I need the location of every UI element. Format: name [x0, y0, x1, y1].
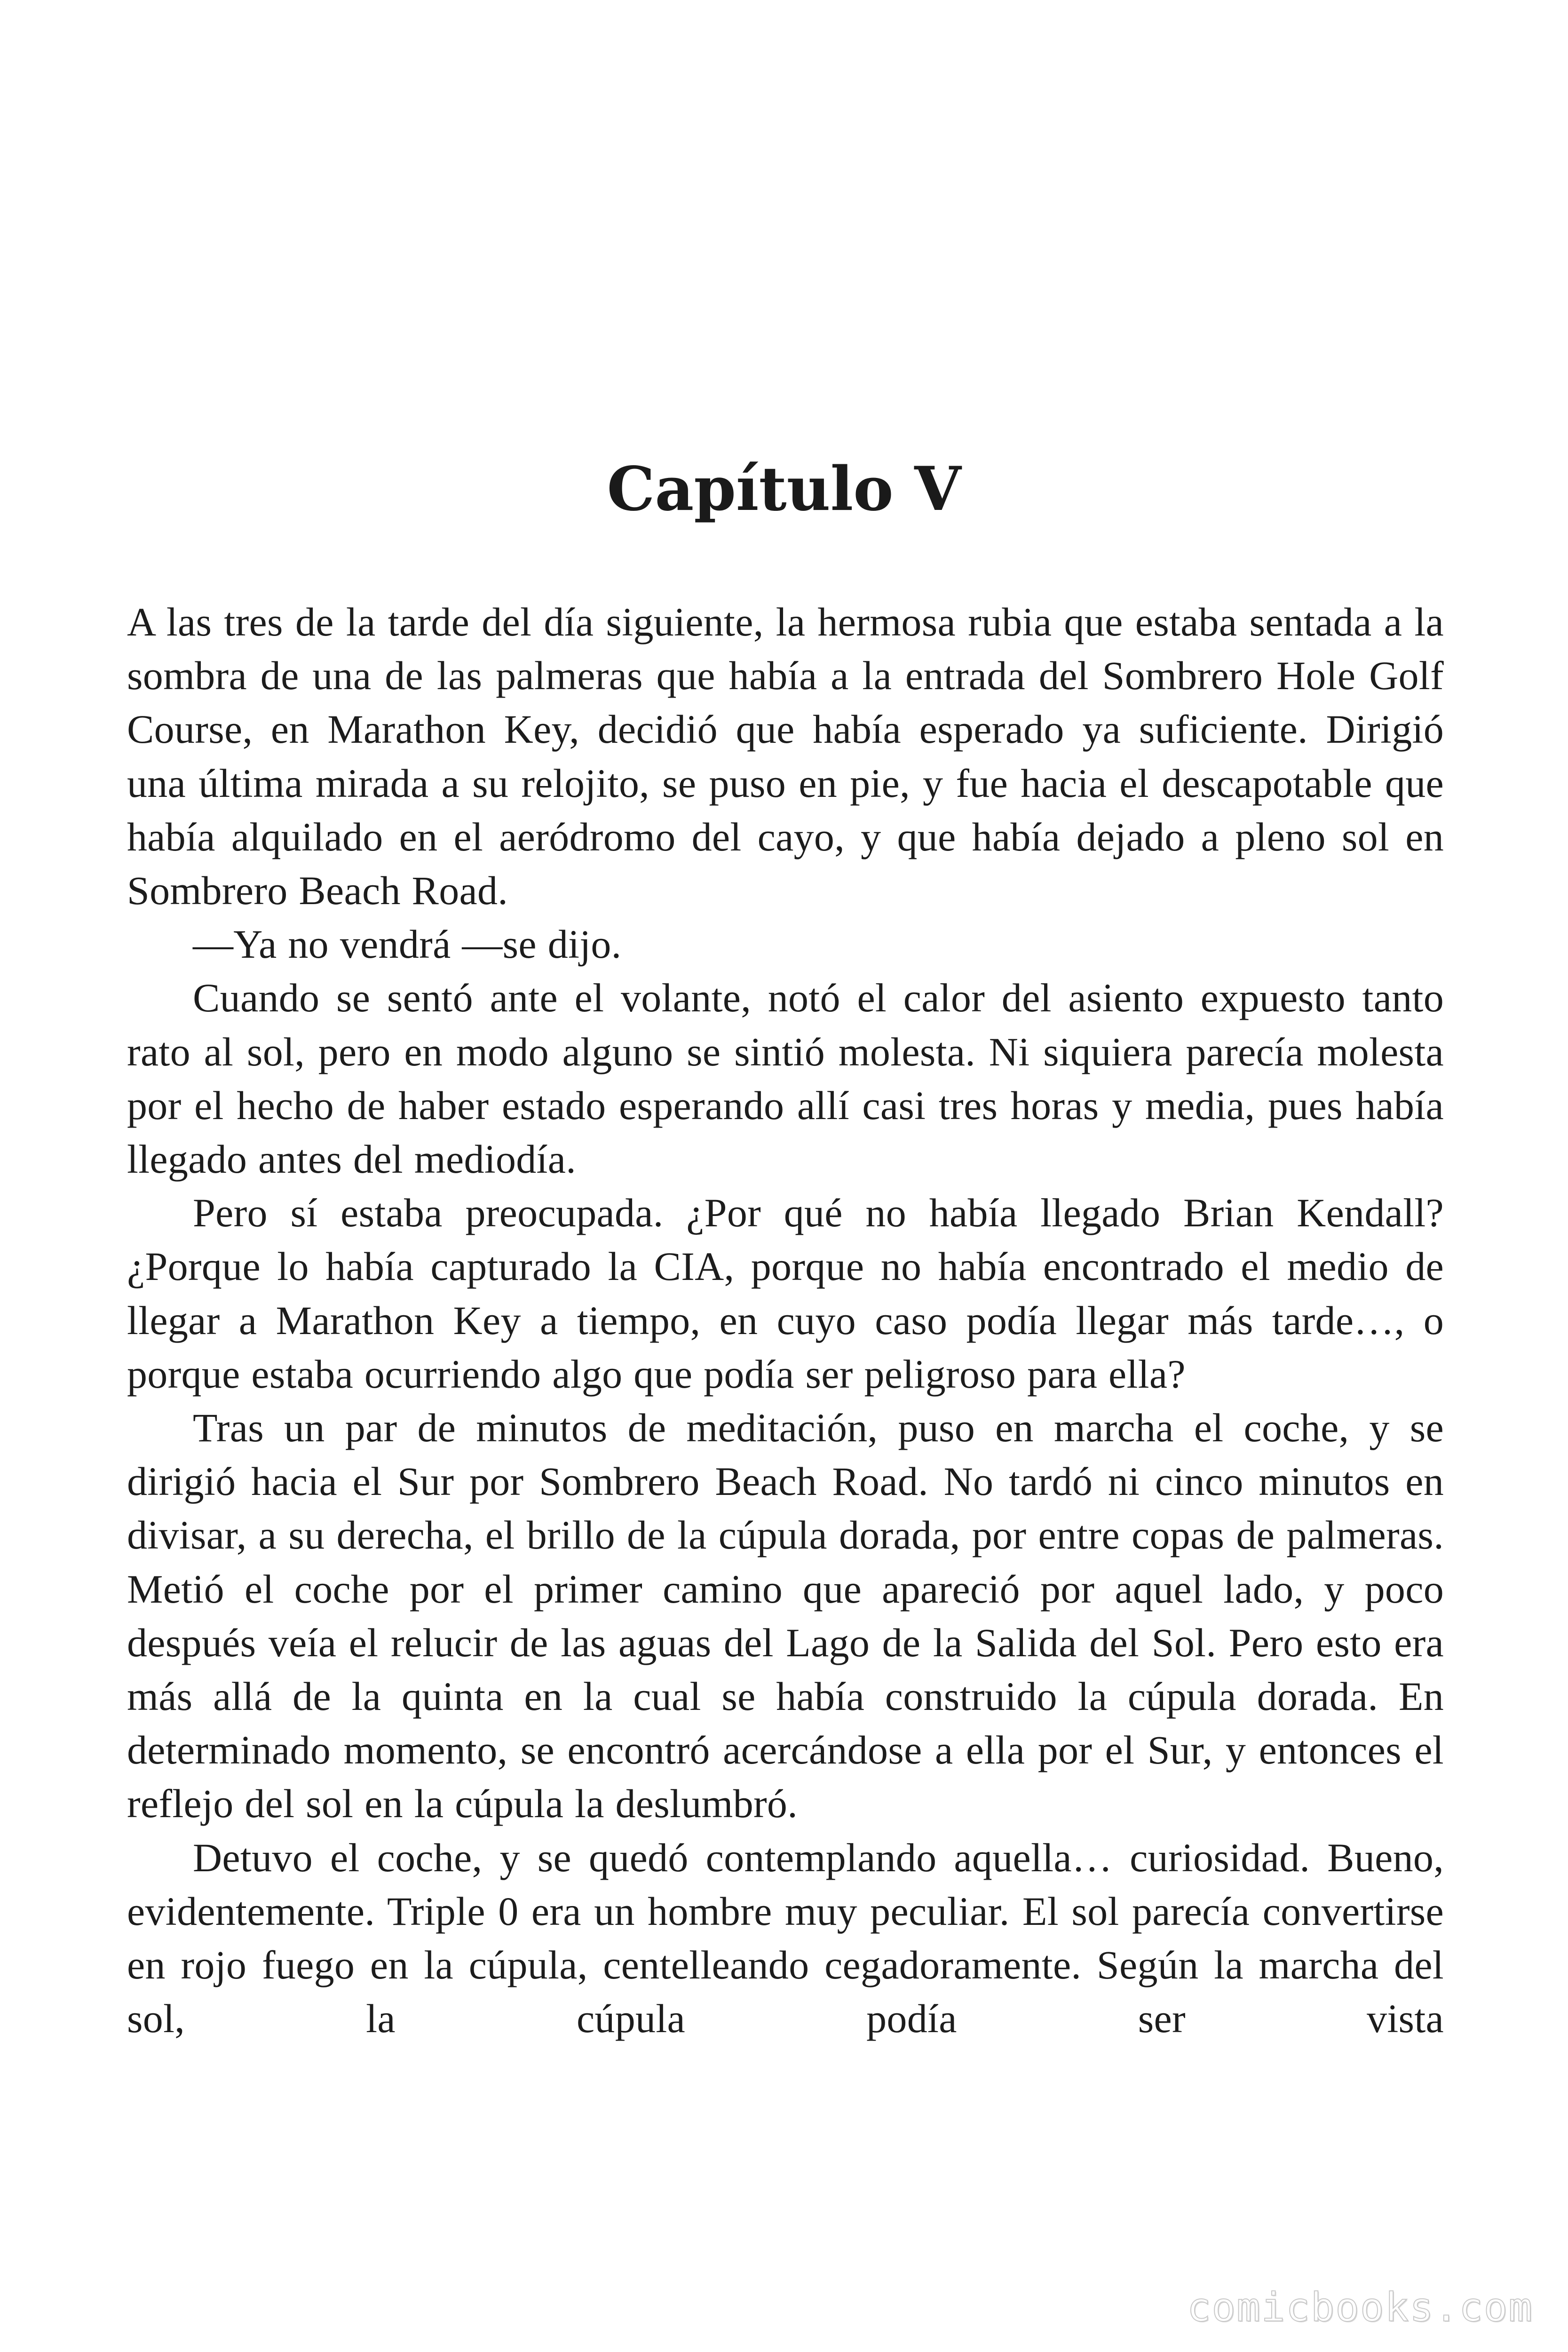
- paragraph-6: Detuvo el coche, y se quedó contemplando aquella… curiosidad. Bueno, evidentemente. Triple 0 era un hombre muy peculiar. El sol parecía convertirse en rojo fuego en la cúpula, centelleando cegadoramente. Según la marcha del sol, la cúpula podía ser vista: [127, 1835, 1444, 2042]
- chapter-body: [127, 595, 1444, 2045]
- paragraph-1: A las tres de la tarde del día siguiente, la hermosa rubia que estaba sentada a la sombra de una de las palmeras que había a la entrada del Sombrero Hole Golf Course, en Marathon Key, decidió que había esperado ya suficiente. Dirigió una última mirada a su relojito, se puso en pie, y fue hacia el descapotable que había alquilado en el aeródromo del cayo, y que había dejado a pleno sol en Sombrero Beach Road.: [127, 599, 1444, 914]
- paragraph-3: Cuando se sentó ante el volante, notó el calor del asiento expuesto tanto rato al sol, pero en modo alguno se sintió molesta. Ni siquiera parecía molesta por el hecho de haber estado esperando allí casi tres horas y media, pues había llegado antes del mediodía.: [127, 975, 1444, 1182]
- paragraph-2: —Ya no vendrá —se dijo.: [193, 922, 622, 967]
- paragraph-4: Pero sí estaba preocupada. ¿Por qué no había llegado Brian Kendall? ¿Porque lo había capturado la CIA, porque no había encontrado el medio de llegar a Marathon Key a tiempo, en cuyo caso podía llegar más tarde…, o porque estaba ocurriendo algo que podía ser peligroso para ella?: [127, 1190, 1444, 1397]
- chapter-title: Capítulo V: [607, 454, 961, 524]
- site-watermark: comicbooks.com: [1187, 2284, 1533, 2330]
- paragraph-5: Tras un par de minutos de meditación, puso en marcha el coche, y se dirigió hacia el Sur por Sombrero Beach Road. No tardó ni cinco minutos en divisar, a su derecha, el brillo de la cúpula dorada, por entre copas de palmeras. Metió el coche por el primer camino que apareció por aquel lado, y poco después veía el relucir de las aguas del Lago de la Salida del Sol. Pero esto era más allá de la quinta en la cual se había construido la cúpula dorada. En determinado momento, se encontró acercándose a ella por el Sur, y entonces el reflejo del sol en la cúpula la deslumbró.: [127, 1405, 1444, 1827]
